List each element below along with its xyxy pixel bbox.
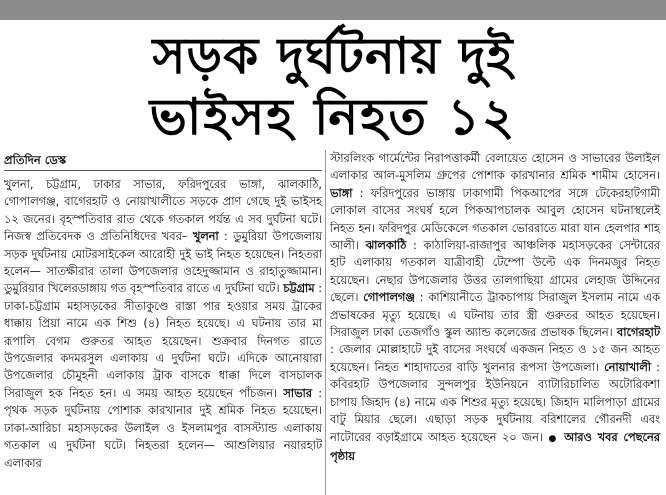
- dateline-jhalokathi: ঝালকাঠি: [365, 239, 407, 253]
- left-column: [4, 176, 322, 472]
- right-column: [330, 150, 660, 465]
- noakhali-text: : কবিরহাট উপজেলার সুন্দলপুর ইউনিয়নে ব্যাটারিচালিত অটোরিকশা চাপায় জিহাদ (৪) নামে এক শিশুর মৃত্যু হয়েছে। জিহাদ মালিপাড়া গ্রামের বাটু মিয়ার ছেলে। এছাড়া সড়ক দুর্ঘটনায় বরিশালের গৌরনদী এবং নাটোরের বড়াইগ্রামে আহত হয়েছেন ২০ জন।: [330, 360, 660, 444]
- chattogram-text: : ঢাকা-চট্টগ্রাম মহাসড়কের সীতাকুণ্ডে রাস্তা পার হওয়ার সময় ট্রাকের ধাক্কায় প্রিয়া নামে এক শিশু (৪) নিহত হয়েছে। এ ঘটনায় তার মা রূপালি বেগম গুরুতর আহত হয়েছেন। শুক্রবার দিনগত রাতে উপজেলার কদমরসুল এলাকায় এ দুর্ঘটনা ঘটে। এদিকে আনোয়ারা উপজেলার চৌমুহনী এলাকায় ট্রাক বাসকে ধাক্কা দিলে বাসচালক সিরাজুল হক নিহত হন। এ সময় আহত হয়েছেন পাঁচজন।: [4, 282, 323, 400]
- dateline-gopalganj: গোপালগঞ্জ: [363, 291, 415, 305]
- column-divider: [325, 150, 326, 495]
- byline-rule: [4, 170, 322, 171]
- left-paragraph-1: [4, 176, 322, 472]
- headline-line-1: সড়ক দুর্ঘটনায় দুই: [152, 27, 514, 85]
- headline-line-2: ভাইসহ নিহত ১২: [149, 88, 517, 146]
- byline: প্রতিদিন ডেস্ক: [4, 153, 67, 167]
- dateline-savar: সাভার: [283, 386, 312, 400]
- bullet-icon: ●: [548, 433, 559, 444]
- savar-text: : পৃথক সড়ক দুর্ঘটনায় পোশাক কারখানার দুই শ্রমিক নিহত হয়েছেন। ঢাকা-আরিচা মহাসড়কের উলাইল ও ইসলামপুর বাসস্ট্যান্ড এলাকায় গতকাল এ দুর্ঘটনা ঘটে। নিহতরা হলেন— আশুলিয়ার নয়ারহাট এলাকার: [4, 386, 323, 470]
- right-paragraph: [330, 150, 660, 465]
- dateline-chattogram: চট্টগ্রাম: [283, 282, 315, 296]
- dateline-bhanga: ভাঙ্গা: [330, 186, 353, 200]
- gopalganj-text: : কাশিয়ানীতে ট্রাকচাপায় সিরাজুল ইসলাম নামে এক প্রভাষকের মৃত্যু হয়েছে। এ ঘটনায় তার স্ত্রী গুরুতর আহত হয়েছেন। সিরাজুল ঢাকা তেজগাঁও স্কুল অ্যান্ড কলেজের প্রভাষক ছিলেন।: [330, 291, 661, 340]
- continued-text: আরও খবর পেছনের পৃষ্ঠায়: [330, 430, 661, 463]
- top-rule: [0, 0, 666, 20]
- savar-continued-text: স্টারলিংক গার্মেন্টের নিরাপত্তাকর্মী বেলায়েত হোসেন ও সাভারের উলাইল এলাকার আল-মুসলিম গ্রুপের পোশাক কারখানার শ্রমিক শামীম হোসেন।: [330, 152, 660, 183]
- dateline-noakhali: নোয়াখালী: [604, 360, 651, 374]
- lead-text: খুলনা, চট্টগ্রাম, ঢাকার সাভার, ফরিদপুরের ভাঙ্গা, ঝালকাঠি, গোপালগঞ্জ, বাগেরহাট ও নোয়াখালীতে সড়কে প্রাণ গেছে দুই ভাইসহ ১২ জনের। বৃহস্পতিবার রাত থেকে গতকাল পর্যন্ত এ সব দুর্ঘটনা ঘটে। নিজস্ব প্রতিবেদক ও প্রতিনিধিদের খবর–: [4, 178, 322, 244]
- khulna-text: : ডুমুরিয়া উপজেলায় সড়ক দুর্ঘটনায় মোটরসাইকেল আরোহী দুই ভাই নিহত হয়েছেন। নিহতরা হলেন— সাতক্ষীরার তালা উপজেলার ওহেদুজ্জামান ও রাহাতুজ্জামান। ডুমুরিয়ার খিলেরডাঙ্গায় গত বৃহস্পতিবার রাতে এ দুর্ঘটনা ঘটে।: [4, 230, 322, 296]
- dateline-khulna: খুলনা: [192, 230, 219, 244]
- headline: [0, 26, 666, 148]
- bhanga-text: : ফরিদপুরের ভাঙ্গায় ঢাকাগামী পিকআপের সঙ্গে টেকেরহাটগামী লোকাল বাসের সংঘর্ষ হলে পিকআপচালক আবুল হোসেন ঘটনাস্থলেই নিহত হন। ফরিদপুর মেডিকেলে গতকাল ভোররাতে মারা যান হেলপার শাহ আলী।: [330, 186, 660, 253]
- bagerhat-text: : জেলার মোল্লাহাটে দুই বাসের সংঘর্ষে একজন নিহত ও ১৫ জন আহত হয়েছেন। নিহত শাহাদাতের বাড়ি খুলনার রূপসা উপজেলা।: [330, 343, 660, 374]
- jhalokathi-text: : কাঠালিয়া-রাজাপুর আঞ্চলিক মহাসড়কের সেন্টারের হাট এলাকায় গতকাল যাত্রীবাহী টেম্পো উল্টে এক দিনমজুর নিহত হয়েছেন। নেছার উপজেলার উত্তর তালগাছিয়া গ্রামের লেহাজ উদ্দিনের ছেলে।: [330, 239, 661, 305]
- dateline-bagerhat: বাগেরহাট: [616, 326, 660, 340]
